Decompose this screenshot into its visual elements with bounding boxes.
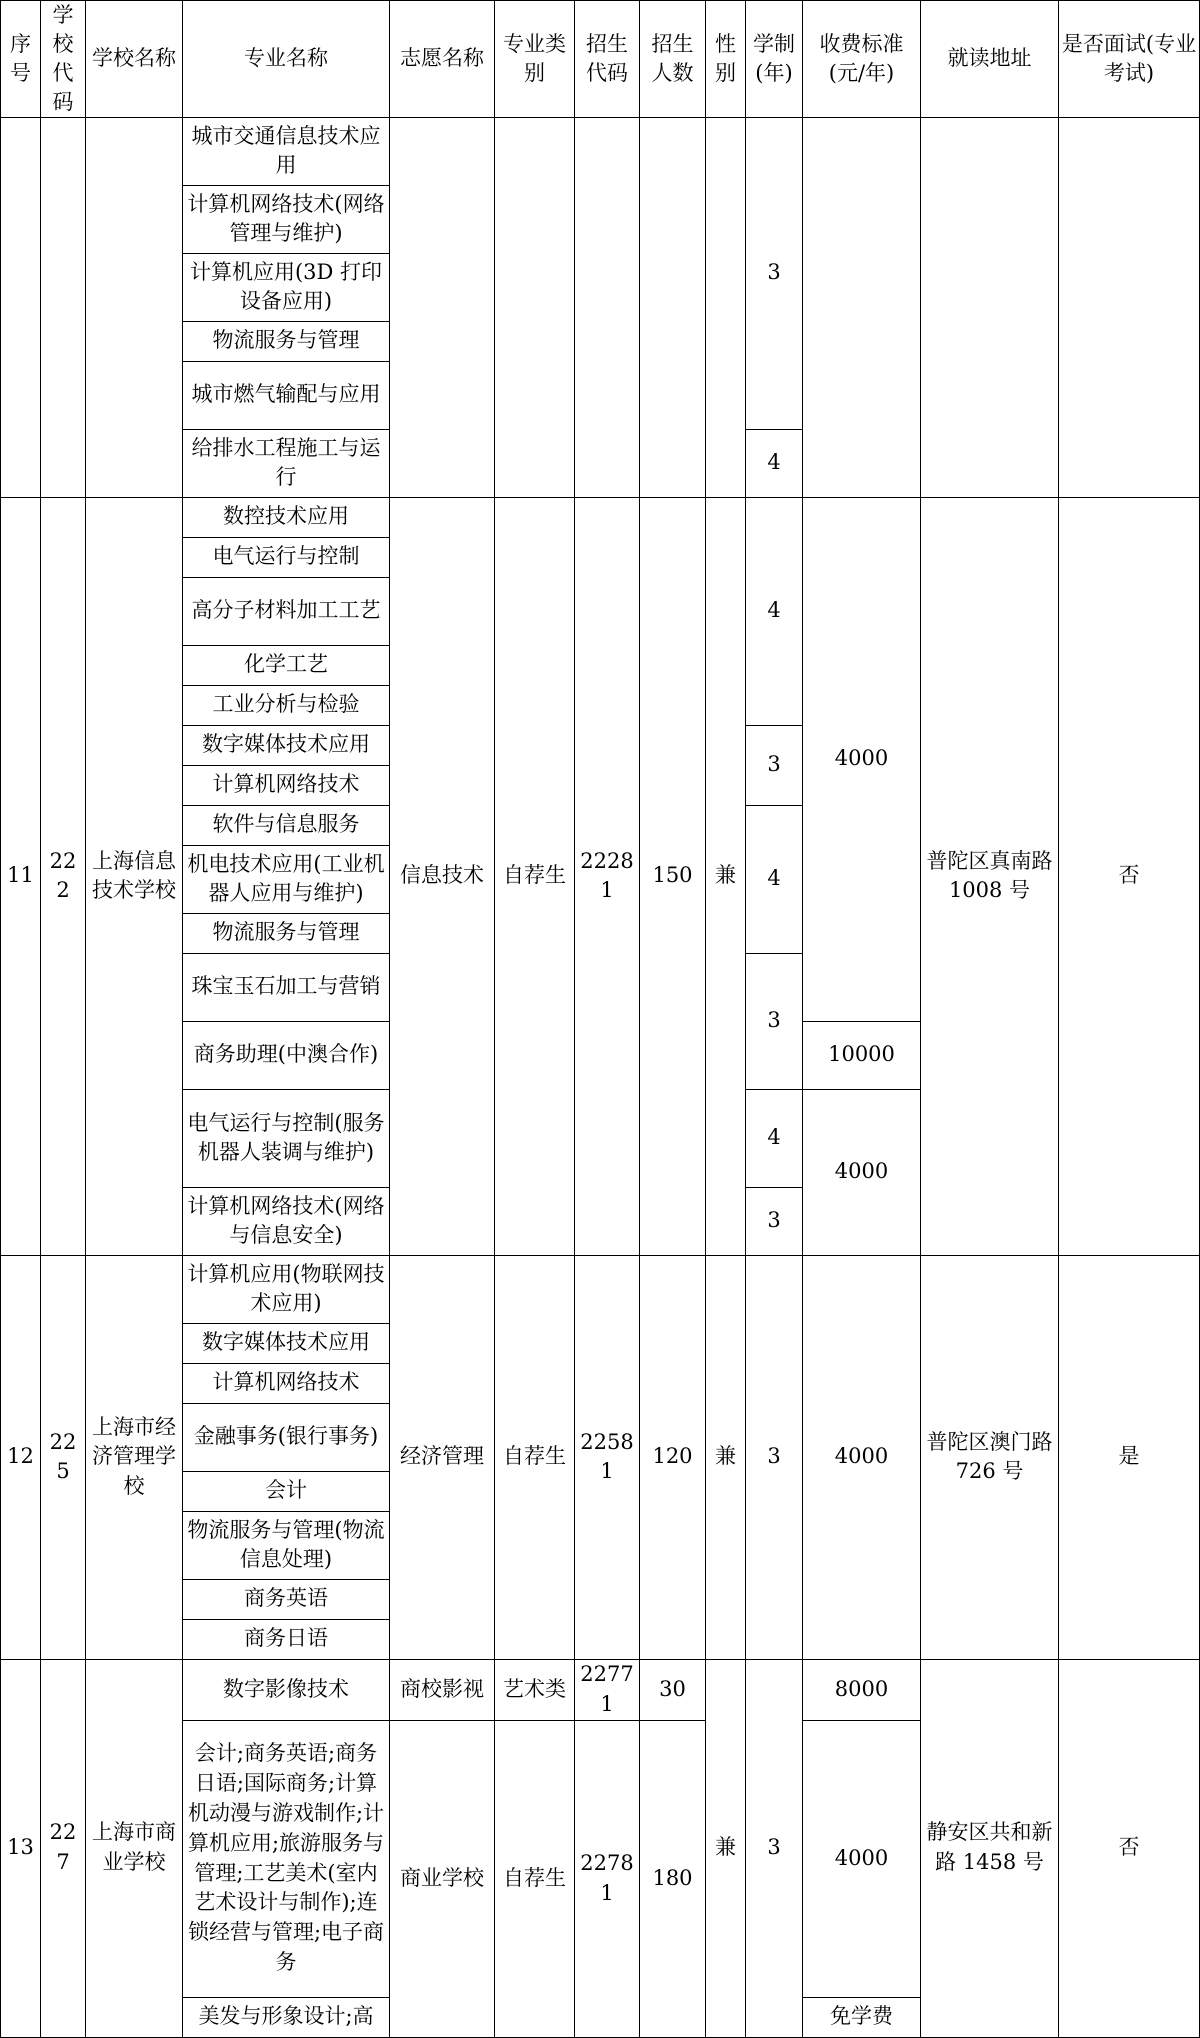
table-row [1, 1255, 1200, 1323]
fee-cell: 4000 [803, 1720, 921, 1997]
major-type-cell: 自荐生 [495, 1720, 575, 2037]
major-cell: 数字媒体技术应用 [183, 725, 390, 765]
enroll-count-cell: 120 [640, 1255, 706, 1659]
major-cell: 珠宝玉石加工与营销 [183, 953, 390, 1021]
major-cell: 数字媒体技术应用 [183, 1323, 390, 1363]
enroll-count-cell: 30 [640, 1659, 706, 1720]
major-cell: 电气运行与控制 [183, 537, 390, 577]
seq-cell: 13 [1, 1659, 41, 2037]
address-cell: 普陀区真南路 1008 号 [921, 497, 1059, 1255]
school-name-cell: 上海信息技术学校 [86, 497, 183, 1255]
major-cell: 软件与信息服务 [183, 805, 390, 845]
duration-cell: 4 [746, 497, 803, 725]
duration-cell: 4 [746, 1089, 803, 1187]
choice-name-cell: 经济管理 [390, 1255, 495, 1659]
major-cell: 计算机网络技术(网络管理与维护) [183, 185, 390, 253]
major-cell: 数字影像技术 [183, 1659, 390, 1720]
choice-name-cell: 商业学校 [390, 1720, 495, 2037]
fee-cell: 4000 [803, 1089, 921, 1255]
major-cell: 数控技术应用 [183, 497, 390, 537]
duration-cell: 3 [746, 1659, 803, 2037]
major-cell: 城市燃气输配与应用 [183, 361, 390, 429]
enroll-code-cell [575, 117, 640, 497]
school-code-cell: 225 [41, 1255, 86, 1659]
fee-cell [803, 117, 921, 497]
major-type-cell: 自荐生 [495, 1255, 575, 1659]
major-cell: 计算机应用(3D 打印设备应用) [183, 253, 390, 321]
gender-cell [706, 117, 746, 497]
header-major: 专业名称 [183, 1, 390, 118]
interview-cell [1059, 117, 1200, 497]
address-cell [921, 117, 1059, 497]
interview-cell: 是 [1059, 1255, 1200, 1659]
major-cell: 物流服务与管理(物流信息处理) [183, 1511, 390, 1579]
duration-cell: 3 [746, 117, 803, 429]
table-row [1, 1659, 1200, 1720]
choice-name-cell [390, 117, 495, 497]
major-cell: 美发与形象设计;高 [183, 1997, 390, 2037]
major-cell: 计算机网络技术 [183, 1363, 390, 1403]
major-cell: 金融事务(银行事务) [183, 1403, 390, 1471]
school-code-cell [41, 117, 86, 497]
header-choice-name: 志愿名称 [390, 1, 495, 118]
school-name-cell [86, 117, 183, 497]
major-type-cell: 自荐生 [495, 497, 575, 1255]
duration-cell: 3 [746, 1187, 803, 1255]
header-seq: 序号 [1, 1, 41, 118]
major-cell: 计算机网络技术(网络与信息安全) [183, 1187, 390, 1255]
enroll-code-cell: 22281 [575, 497, 640, 1255]
header-school-name: 学校名称 [86, 1, 183, 118]
major-type-cell: 艺术类 [495, 1659, 575, 1720]
seq-cell [1, 117, 41, 497]
major-cell: 高分子材料加工工艺 [183, 577, 390, 645]
fee-cell: 4000 [803, 1255, 921, 1659]
major-type-cell [495, 117, 575, 497]
interview-cell: 否 [1059, 1659, 1200, 2037]
fee-cell: 10000 [803, 1021, 921, 1089]
duration-cell: 3 [746, 953, 803, 1089]
seq-cell: 11 [1, 497, 41, 1255]
duration-cell: 3 [746, 1255, 803, 1659]
duration-cell: 3 [746, 725, 803, 805]
major-cell: 城市交通信息技术应用 [183, 117, 390, 185]
header-enroll-code: 招生代码 [575, 1, 640, 118]
table-row [1, 117, 1200, 185]
table-row [1, 497, 1200, 537]
major-cell: 给排水工程施工与运行 [183, 429, 390, 497]
enroll-count-cell: 150 [640, 497, 706, 1255]
enroll-code-cell: 22781 [575, 1720, 640, 2037]
major-cell: 工业分析与检验 [183, 685, 390, 725]
major-cell: 计算机网络技术 [183, 765, 390, 805]
major-cell: 化学工艺 [183, 645, 390, 685]
major-cell: 物流服务与管理 [183, 321, 390, 361]
school-code-cell: 222 [41, 497, 86, 1255]
header-enroll-count: 招生人数 [640, 1, 706, 118]
school-name-cell: 上海市商业学校 [86, 1659, 183, 2037]
header-row [1, 1, 1200, 118]
major-cell: 电气运行与控制(服务机器人装调与维护) [183, 1089, 390, 1187]
choice-name-cell: 商校影视 [390, 1659, 495, 1720]
gender-cell: 兼 [706, 1255, 746, 1659]
enroll-count-cell [640, 117, 706, 497]
gender-cell: 兼 [706, 1659, 746, 2037]
header-duration: 学制(年) [746, 1, 803, 118]
fee-cell: 免学费 [803, 1997, 921, 2037]
choice-name-cell: 信息技术 [390, 497, 495, 1255]
gender-cell: 兼 [706, 497, 746, 1255]
enroll-code-cell: 22581 [575, 1255, 640, 1659]
enroll-count-cell: 180 [640, 1720, 706, 2037]
duration-cell: 4 [746, 429, 803, 497]
header-fee: 收费标准(元/年) [803, 1, 921, 118]
header-gender: 性别 [706, 1, 746, 118]
duration-cell: 4 [746, 805, 803, 953]
address-cell: 静安区共和新路 1458 号 [921, 1659, 1059, 2037]
school-code-cell: 227 [41, 1659, 86, 2037]
school-name-cell: 上海市经济管理学校 [86, 1255, 183, 1659]
address-cell: 普陀区澳门路 726 号 [921, 1255, 1059, 1659]
enroll-code-cell: 22771 [575, 1659, 640, 1720]
header-school-code: 学校代码 [41, 1, 86, 118]
major-cell: 物流服务与管理 [183, 913, 390, 953]
major-cell: 商务助理(中澳合作) [183, 1021, 390, 1089]
major-cell: 会计;商务英语;商务日语;国际商务;计算机动漫与游戏制作;计算机应用;旅游服务与管理;工艺美术(室内艺术设计与制作);连锁经营与管理;电子商务 [183, 1720, 390, 1997]
major-cell: 机电技术应用(工业机器人应用与维护) [183, 845, 390, 913]
major-cell: 商务英语 [183, 1579, 390, 1619]
major-cell: 商务日语 [183, 1619, 390, 1659]
header-address: 就读地址 [921, 1, 1059, 118]
seq-cell: 12 [1, 1255, 41, 1659]
major-cell: 会计 [183, 1471, 390, 1511]
interview-cell: 否 [1059, 497, 1200, 1255]
fee-cell: 8000 [803, 1659, 921, 1720]
major-cell: 计算机应用(物联网技术应用) [183, 1255, 390, 1323]
header-major-type: 专业类别 [495, 1, 575, 118]
fee-cell: 4000 [803, 497, 921, 1021]
header-interview: 是否面试(专业考试) [1059, 1, 1200, 118]
